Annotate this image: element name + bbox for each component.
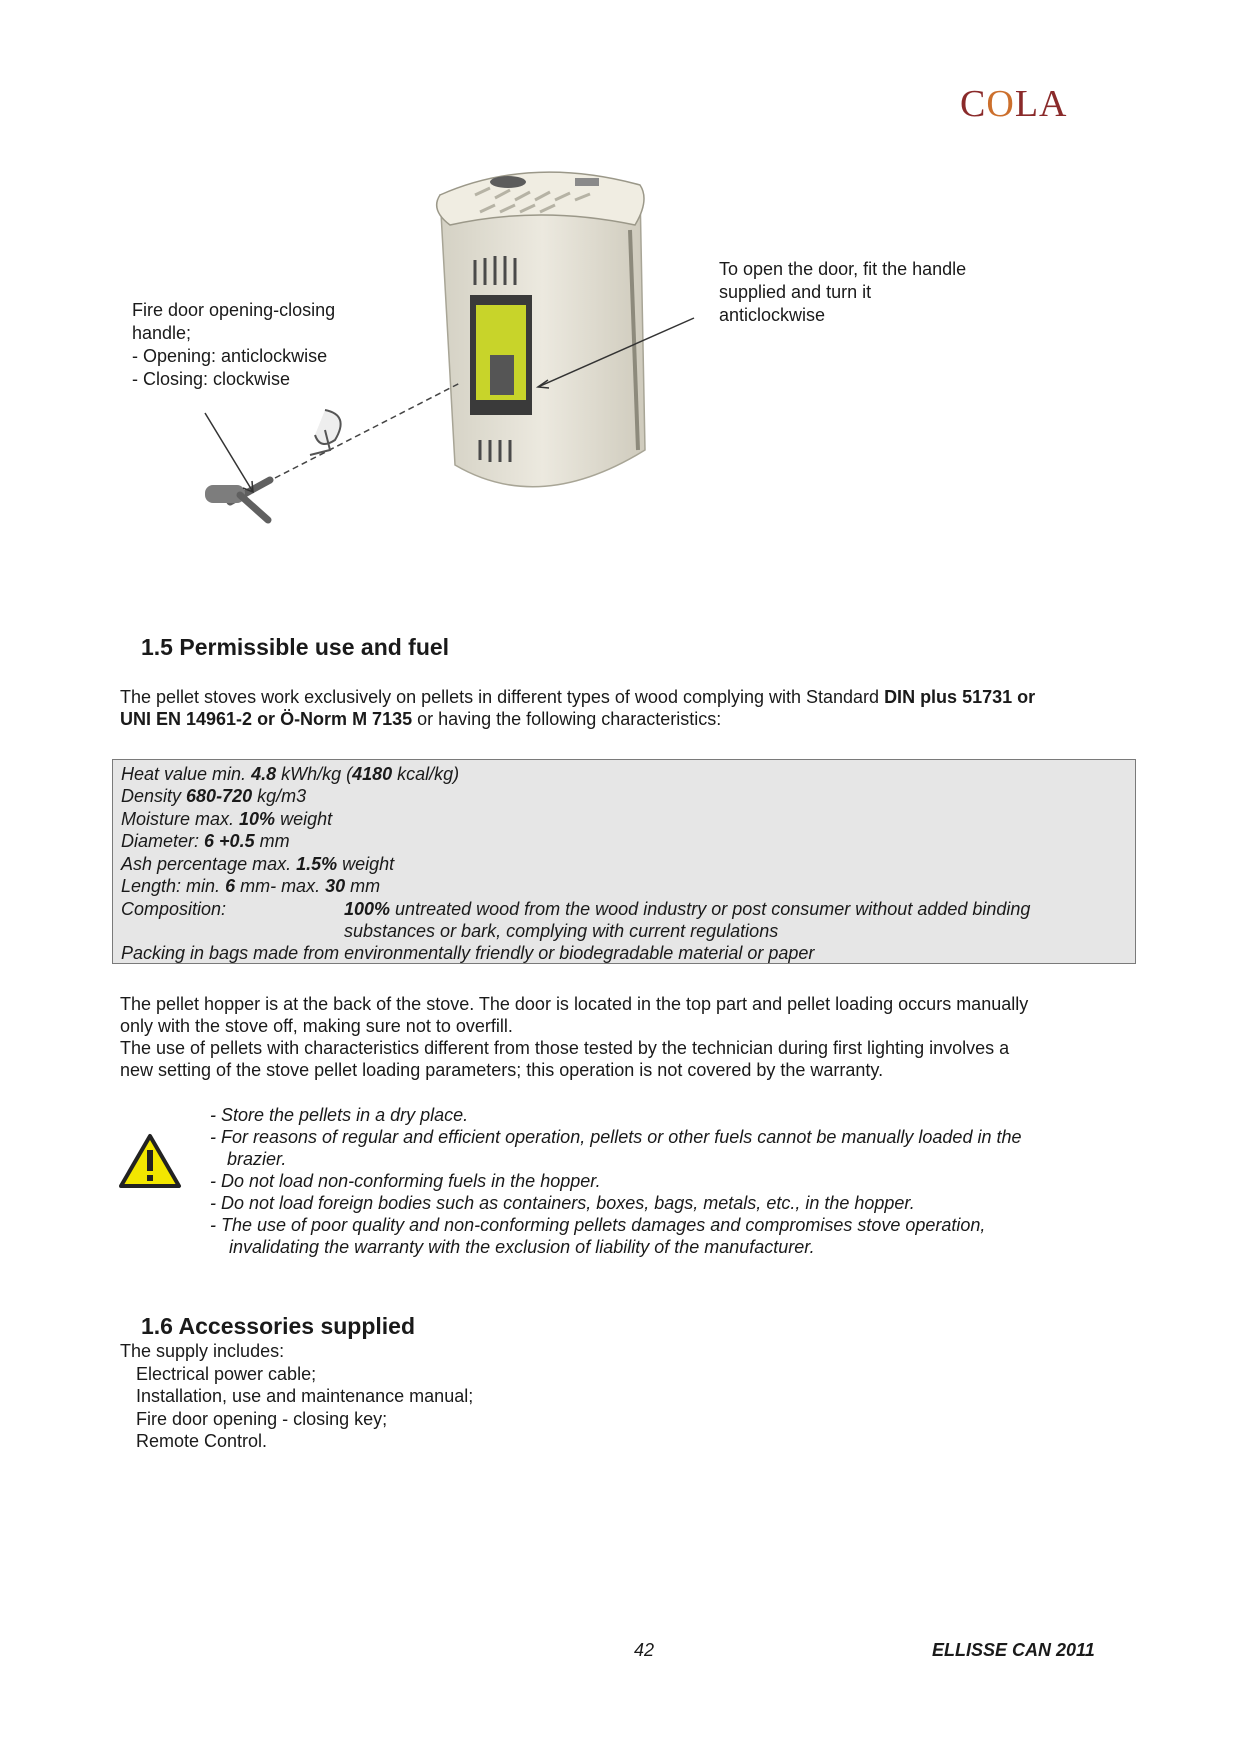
cola-logo: COLA	[960, 83, 1068, 125]
spec-moisture: Moisture max. 10% weight	[121, 809, 333, 829]
section-heading-1-6: 1.6 Accessories supplied	[141, 1313, 416, 1339]
accessory-item: Electrical power cable;	[136, 1364, 317, 1384]
spec-diameter: Diameter: 6 +0.5 mm	[121, 831, 290, 851]
spec-ash: Ash percentage max. 1.5% weight	[121, 854, 395, 874]
accessory-item: Fire door opening - closing key;	[136, 1409, 388, 1429]
hopper-paragraph: The pellet hopper is at the back of the stove. The door is located in the top part and pellet loading occurs manually only with the stove off, making sure not to overfill. The use of pellets with characteristics different from those tested by the technician during first lighting involves a new setting of the stove pellet loading parameters; this operation is not covered by the warranty.	[120, 994, 1029, 1080]
spec-heat-value: Heat value min. 4.8 kWh/kg (4180 kcal/kg)	[121, 764, 460, 784]
warning-list: - Store the pellets in a dry place. - For reasons of regular and efficient operation, pellets or other fuels cannot be manually loaded in the brazier. - Do not load non-conforming fuels in the hopper. - Do not load foreign bodies such as containers, boxes, bags, metals, etc., in the hopper. - The use of poor quality and non-conforming pellets damages and compromises stove operation, invalidating the warranty with the exclusion of liability of the manufacturer.	[210, 1105, 1022, 1257]
spec-packing: Packing in bags made from environmentally friendly or biodegradable material or paper	[121, 943, 815, 963]
page-number: 42	[634, 1640, 655, 1660]
spec-composition-value: 100% untreated wood from the wood industry or post consumer without added binding	[344, 899, 1031, 919]
accessory-item: Remote Control.	[136, 1431, 268, 1451]
callout-fire-door-handle: Fire door opening-closing handle; - Opening: anticlockwise - Closing: clockwise	[132, 300, 336, 389]
supply-intro: The supply includes:	[120, 1341, 285, 1361]
accessory-item: Installation, use and maintenance manual;	[136, 1386, 474, 1406]
spec-composition-value-cont: substances or bark, complying with current regulations	[344, 921, 779, 941]
spec-density: Density 680-720 kg/m3	[121, 786, 307, 806]
section-heading-1-5: 1.5 Permissible use and fuel	[141, 634, 450, 660]
document-name: ELLISSE CAN 2011	[932, 1640, 1095, 1660]
warning-triangle-icon	[118, 1133, 182, 1189]
callout-open-door: To open the door, fit the handle supplied and turn it anticlockwise	[719, 259, 967, 325]
spec-composition-label: Composition:	[121, 899, 227, 919]
spec-length: Length: min. 6 mm- max. 30 mm	[121, 876, 381, 896]
fuel-intro: The pellet stoves work exclusively on pellets in different types of wood complying with Standard DIN plus 51731 or UNI EN 14961-2 or Ö-Norm M 7135 or having the following characteristics:	[120, 687, 1036, 729]
pellet-spec-table	[112, 759, 1136, 964]
